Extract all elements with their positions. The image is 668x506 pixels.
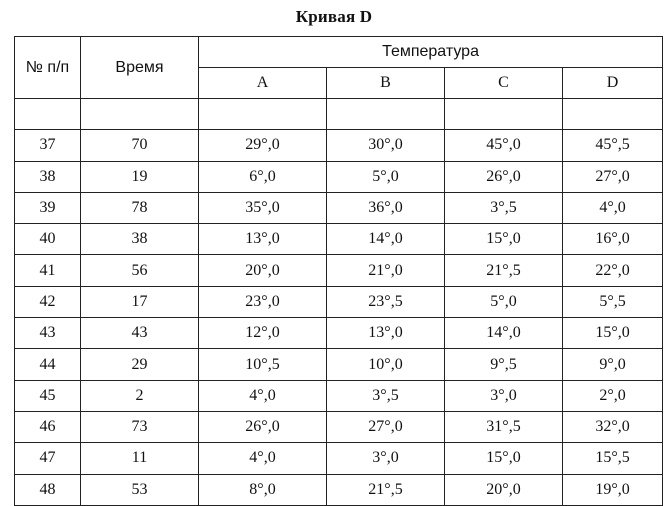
table-row xyxy=(15,130,663,161)
cell-time: 38 xyxy=(81,224,199,255)
cell-b: 21°,5 xyxy=(327,474,445,505)
header-gap xyxy=(15,99,663,130)
cell-a: 10°,5 xyxy=(199,349,327,380)
cell-b: 21°,0 xyxy=(327,255,445,286)
cell-b: 13°,0 xyxy=(327,318,445,349)
cell-d: 2°,0 xyxy=(563,380,663,411)
cell-c: 21°,5 xyxy=(445,255,563,286)
cell-d: 16°,0 xyxy=(563,224,663,255)
cell-a: 26°,0 xyxy=(199,411,327,442)
cell-b: 3°,5 xyxy=(327,380,445,411)
cell-c: 20°,0 xyxy=(445,474,563,505)
cell-time: 78 xyxy=(81,192,199,223)
cell-time: 73 xyxy=(81,411,199,442)
cell-number: 47 xyxy=(15,443,81,474)
cell-a: 6°,0 xyxy=(199,161,327,192)
table-row xyxy=(15,443,663,474)
cell-number: 39 xyxy=(15,192,81,223)
cell-time: 56 xyxy=(81,255,199,286)
cell-b: 3°,0 xyxy=(327,443,445,474)
cell-a: 35°,0 xyxy=(199,192,327,223)
table-row xyxy=(15,224,663,255)
table-row xyxy=(15,286,663,317)
cell-b: 30°,0 xyxy=(327,130,445,161)
cell-c: 15°,0 xyxy=(445,224,563,255)
cell-time: 11 xyxy=(81,443,199,474)
table-row xyxy=(15,349,663,380)
cell-number: 46 xyxy=(15,411,81,442)
table-header xyxy=(15,37,663,99)
table-row xyxy=(15,380,663,411)
header-row-top xyxy=(15,37,663,68)
header-time: Время xyxy=(81,37,199,99)
cell-c: 5°,0 xyxy=(445,286,563,317)
table-row xyxy=(15,255,663,286)
cell-a: 20°,0 xyxy=(199,255,327,286)
header-col-d: D xyxy=(563,68,663,99)
cell-number: 41 xyxy=(15,255,81,286)
table-row xyxy=(15,318,663,349)
cell-d: 4°,0 xyxy=(563,192,663,223)
cell-b: 5°,0 xyxy=(327,161,445,192)
cell-c: 9°,5 xyxy=(445,349,563,380)
cell-c: 3°,5 xyxy=(445,192,563,223)
cell-b: 10°,0 xyxy=(327,349,445,380)
cell-d: 27°,0 xyxy=(563,161,663,192)
header-col-c: C xyxy=(445,68,563,99)
cell-time: 53 xyxy=(81,474,199,505)
cell-b: 14°,0 xyxy=(327,224,445,255)
cell-time: 43 xyxy=(81,318,199,349)
cell-number: 45 xyxy=(15,380,81,411)
cell-a: 12°,0 xyxy=(199,318,327,349)
cell-a: 23°,0 xyxy=(199,286,327,317)
header-temperature: Температура xyxy=(199,37,663,68)
cell-d: 9°,0 xyxy=(563,349,663,380)
cell-time: 2 xyxy=(81,380,199,411)
cell-a: 4°,0 xyxy=(199,443,327,474)
cell-b: 27°,0 xyxy=(327,411,445,442)
cell-c: 45°,0 xyxy=(445,130,563,161)
cell-time: 29 xyxy=(81,349,199,380)
cell-c: 14°,0 xyxy=(445,318,563,349)
cell-d: 15°,5 xyxy=(563,443,663,474)
cell-a: 8°,0 xyxy=(199,474,327,505)
cell-time: 19 xyxy=(81,161,199,192)
cell-c: 15°,0 xyxy=(445,443,563,474)
cell-number: 40 xyxy=(15,224,81,255)
cell-number: 42 xyxy=(15,286,81,317)
temperature-table xyxy=(14,36,663,506)
cell-number: 37 xyxy=(15,130,81,161)
cell-a: 29°,0 xyxy=(199,130,327,161)
table-row xyxy=(15,161,663,192)
header-number: № п/п xyxy=(15,37,81,99)
cell-a: 13°,0 xyxy=(199,224,327,255)
cell-b: 23°,5 xyxy=(327,286,445,317)
cell-d: 19°,0 xyxy=(563,474,663,505)
header-col-a: A xyxy=(199,68,327,99)
cell-time: 70 xyxy=(81,130,199,161)
cell-d: 22°,0 xyxy=(563,255,663,286)
header-col-b: B xyxy=(327,68,445,99)
cell-d: 32°,0 xyxy=(563,411,663,442)
cell-number: 48 xyxy=(15,474,81,505)
cell-a: 4°,0 xyxy=(199,380,327,411)
cell-time: 17 xyxy=(81,286,199,317)
cell-b: 36°,0 xyxy=(327,192,445,223)
cell-d: 5°,5 xyxy=(563,286,663,317)
cell-number: 38 xyxy=(15,161,81,192)
cell-c: 3°,0 xyxy=(445,380,563,411)
table-body xyxy=(15,99,663,506)
cell-d: 15°,0 xyxy=(563,318,663,349)
page-title: Кривая D xyxy=(295,7,373,26)
cell-c: 26°,0 xyxy=(445,161,563,192)
cell-d: 45°,5 xyxy=(563,130,663,161)
table-row xyxy=(15,192,663,223)
table-row xyxy=(15,411,663,442)
cell-number: 43 xyxy=(15,318,81,349)
cell-c: 31°,5 xyxy=(445,411,563,442)
cell-number: 44 xyxy=(15,349,81,380)
table-row xyxy=(15,474,663,505)
